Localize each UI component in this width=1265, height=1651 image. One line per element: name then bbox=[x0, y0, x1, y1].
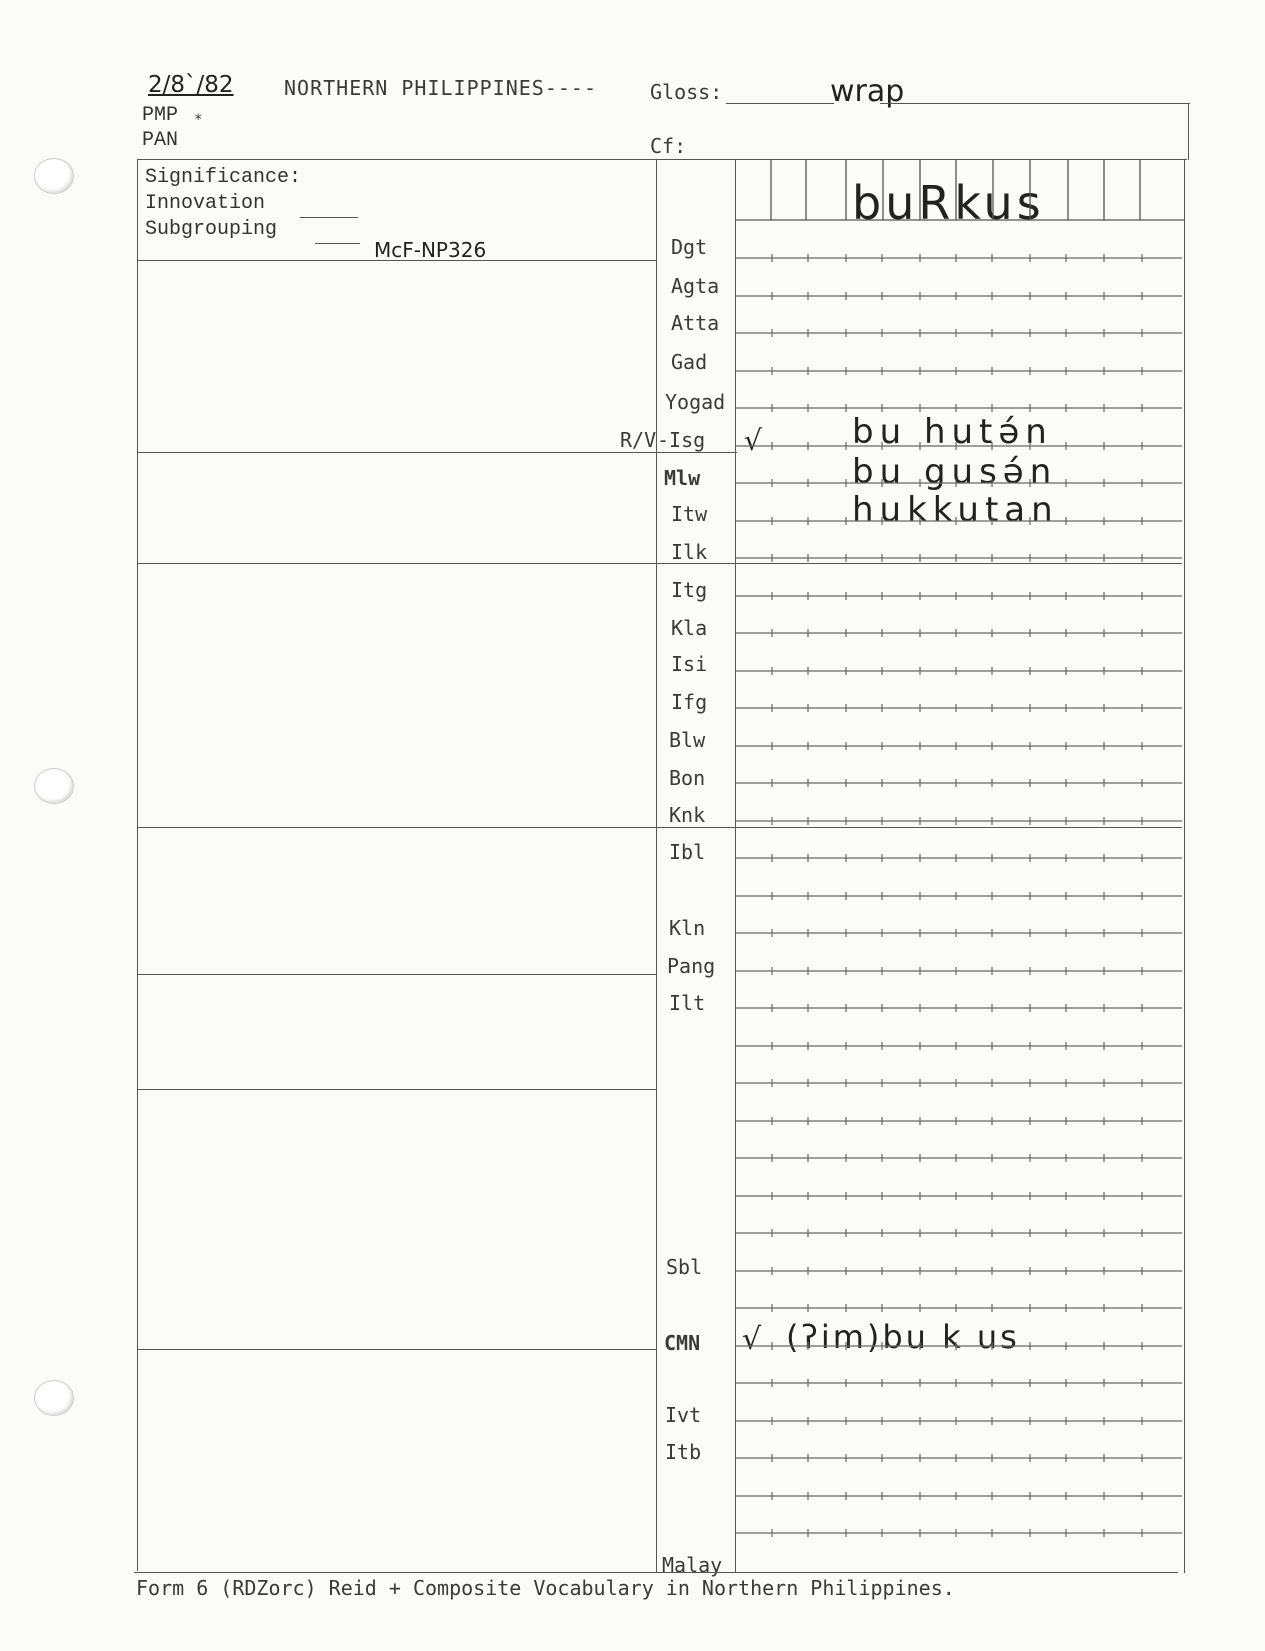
lang-code-atta: Atta bbox=[671, 311, 720, 335]
lang-code-isi: Isi bbox=[671, 652, 708, 676]
lang-code-isg: -Isg bbox=[657, 428, 706, 452]
form-footer: Form 6 (RDZorc) Reid + Composite Vocabulary in Northern Philippines. bbox=[136, 1576, 955, 1600]
lang-code-ifg: Ifg bbox=[671, 690, 708, 714]
lang-code-ilk: Ilk bbox=[671, 540, 708, 564]
lang-code-cmn: CMN bbox=[664, 1331, 701, 1355]
pmp-asterisk: * bbox=[194, 112, 203, 128]
reconstruction-form: buRkus bbox=[852, 176, 1045, 230]
lang-code-agta: Agta bbox=[671, 274, 720, 298]
pmp-label: PMP bbox=[142, 104, 179, 127]
lang-code-dgt: Dgt bbox=[671, 235, 708, 259]
lang-code-gad: Gad bbox=[671, 350, 708, 374]
lang-code-knk: Knk bbox=[669, 803, 706, 827]
itw-form: hukkutan bbox=[852, 490, 1059, 530]
lang-code-blw: Blw bbox=[669, 728, 706, 752]
lang-code-itw: Itw bbox=[671, 502, 708, 526]
significance-label: Significance: bbox=[145, 166, 302, 189]
isg-form: bu hutə́n bbox=[852, 412, 1053, 452]
gloss-label: Gloss: bbox=[650, 80, 723, 104]
lang-code-bon: Bon bbox=[669, 766, 706, 790]
subgrouping-label: Subgrouping bbox=[145, 218, 278, 241]
cf-label: Cf: bbox=[650, 134, 687, 158]
lang-code-itg: Itg bbox=[671, 578, 708, 602]
mlw-form: bu gusə́n bbox=[852, 452, 1058, 492]
isg-check-mark: √ bbox=[744, 424, 762, 457]
lang-code-mlw: Mlw bbox=[664, 466, 701, 490]
innovation-label: Innovation bbox=[145, 192, 266, 215]
lang-code-pang: Pang bbox=[667, 954, 716, 978]
lang-code-yogad: Yogad bbox=[665, 390, 726, 414]
lang-code-sbl: Sbl bbox=[666, 1255, 703, 1279]
entry-date: 2/8`/82 bbox=[148, 72, 234, 98]
rv-marker: R/V bbox=[620, 428, 657, 452]
region-heading: NORTHERN PHILIPPINES---- bbox=[284, 76, 597, 100]
gloss-value: wrap bbox=[830, 74, 905, 109]
lang-code-malay: Malay bbox=[662, 1553, 723, 1577]
lang-code-ibl: Ibl bbox=[669, 840, 706, 864]
lang-code-ivt: Ivt bbox=[665, 1403, 702, 1427]
lang-code-ilt: Ilt bbox=[669, 991, 706, 1015]
lang-code-itb: Itb bbox=[665, 1440, 702, 1464]
reference-number: McF-NP326 bbox=[374, 238, 487, 262]
cmn-check-mark: √ bbox=[742, 1322, 762, 1357]
cmn-form: (ʔim)bu k us bbox=[786, 1318, 1020, 1356]
lang-code-kla: Kla bbox=[671, 616, 708, 640]
pan-label: PAN bbox=[142, 129, 179, 152]
lang-code-kln: Kln bbox=[669, 916, 706, 940]
